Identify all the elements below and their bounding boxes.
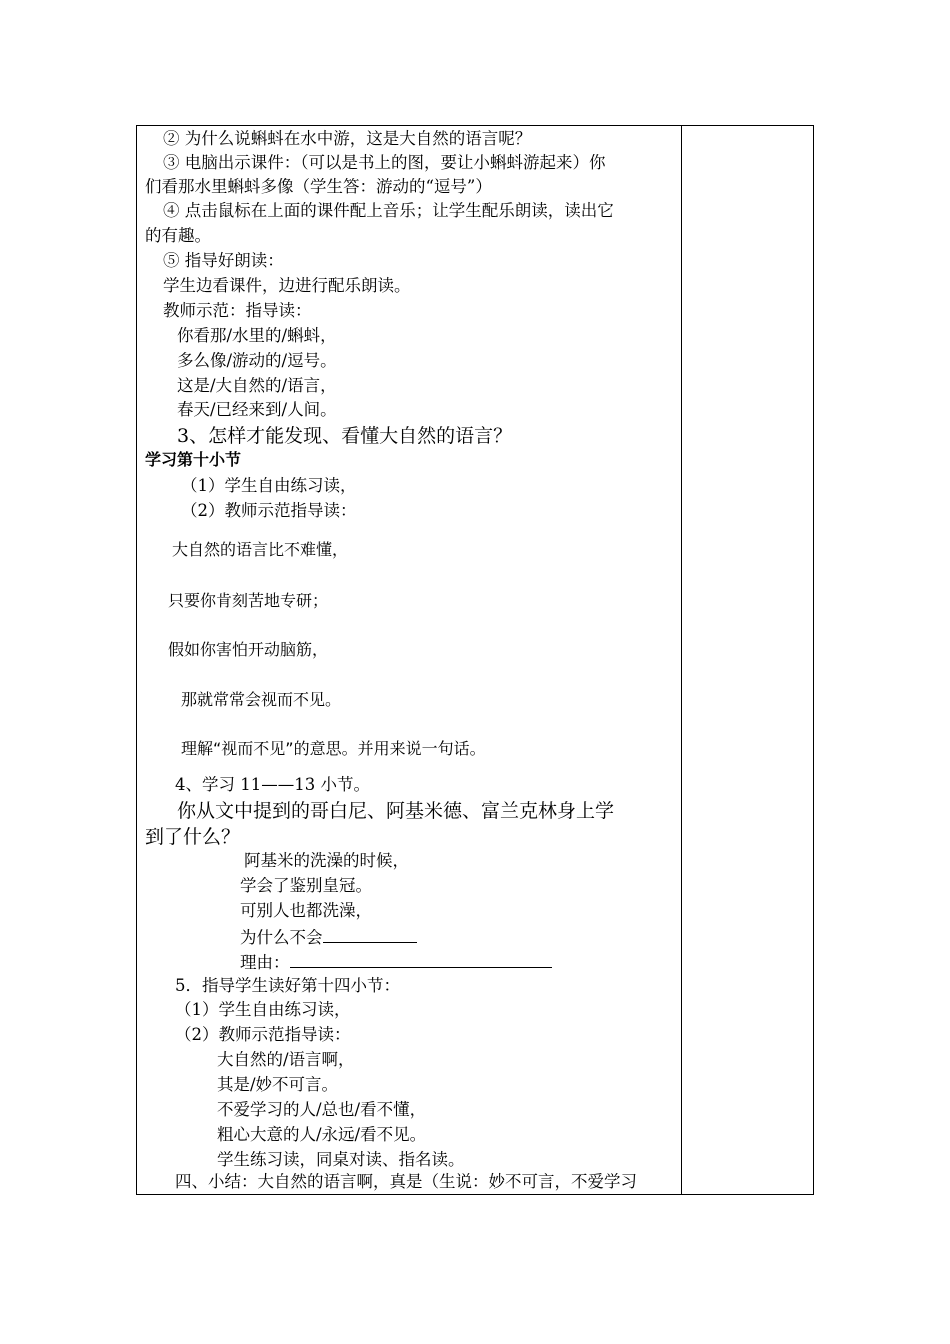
text-line: 学生练习读，同桌对读、指名读。: [217, 1150, 465, 1169]
poem-line: 假如你害怕开动脑筋，: [168, 640, 329, 659]
poem-line: 那就常常会视而不见。: [181, 690, 342, 709]
reason-line: [240, 951, 552, 973]
text-line: 们看那水里蝌蚪多像（学生答：游动的“逗号”）: [145, 177, 492, 196]
poem-line: 粗心大意的人/永远/看不见。: [217, 1125, 427, 1144]
poem-line: 不爱学习的人/总也/看不懂，: [217, 1100, 427, 1119]
summary-line: 四、小结：大自然的语言啊，真是（生说：妙不可言，不爱学习: [175, 1172, 637, 1191]
column-divider: [681, 125, 682, 1195]
text-line: （2）教师示范指导读：: [175, 1025, 351, 1044]
notes-cell: [683, 126, 813, 1194]
poem-line: 你看那/水里的/蝌蚪，: [177, 326, 337, 345]
question-line: 你从文中提到的哥白尼、阿基米德、富兰克林身上学: [177, 800, 615, 822]
text-line: ④ 点击鼠标在上面的课件配上音乐；让学生配乐朗读，读出它: [163, 201, 614, 220]
text-line: 教师示范：指导读：: [163, 301, 312, 320]
poem-line: 多么像/游动的/逗号。: [177, 351, 337, 370]
text-line: ⑤ 指导好朗读：: [163, 251, 284, 270]
poem-line: [240, 926, 417, 948]
poem-line: 这是/大自然的/语言，: [177, 376, 337, 395]
text-line: 学生边看课件，边进行配乐朗读。: [163, 276, 411, 295]
section-heading: 3、怎样才能发现、看懂大自然的语言？: [177, 425, 513, 447]
poem-line: 学会了鉴别皇冠。: [240, 876, 372, 895]
text-line: 5．指导学生读好第十四小节：: [175, 976, 400, 995]
poem-line: 春天/已经来到/人间。: [177, 400, 337, 419]
text-line: 4、学习 11——13 小节。: [175, 775, 370, 794]
text-line: 的有趣。: [145, 226, 211, 245]
text-line: ③ 电脑出示课件：（可以是书上的图，要让小蝌蚪游起来）你: [163, 153, 606, 172]
fill-blank: [323, 926, 417, 943]
poem-line: 只要你肯刻苦地专研；: [168, 591, 329, 610]
poem-line: 可别人也都洗澡，: [240, 901, 372, 920]
text-line: （2）教师示范指导读：: [181, 501, 357, 520]
text-line: ② 为什么说蝌蚪在水中游，这是大自然的语言呢？: [163, 129, 532, 148]
poem-line: 大自然的/语言啊，: [217, 1050, 355, 1069]
text-line: （1）学生自由练习读，: [181, 476, 357, 495]
poem-line: 其是/妙不可言。: [217, 1075, 339, 1094]
text-line: （1）学生自由练习读，: [175, 1000, 351, 1019]
poem-line: 阿基米的洗澡的时候，: [244, 851, 409, 870]
section-title: 学习第十小节: [145, 450, 242, 469]
reason-label: 理由：: [240, 953, 290, 972]
fill-blank: [290, 951, 552, 968]
text-line: 理解“视而不见”的意思。并用来说一句话。: [181, 739, 486, 758]
poem-line-text: 为什么不会: [240, 928, 323, 947]
poem-line: 大自然的语言比不难懂，: [172, 540, 349, 559]
question-line: 到了什么？: [145, 826, 241, 848]
